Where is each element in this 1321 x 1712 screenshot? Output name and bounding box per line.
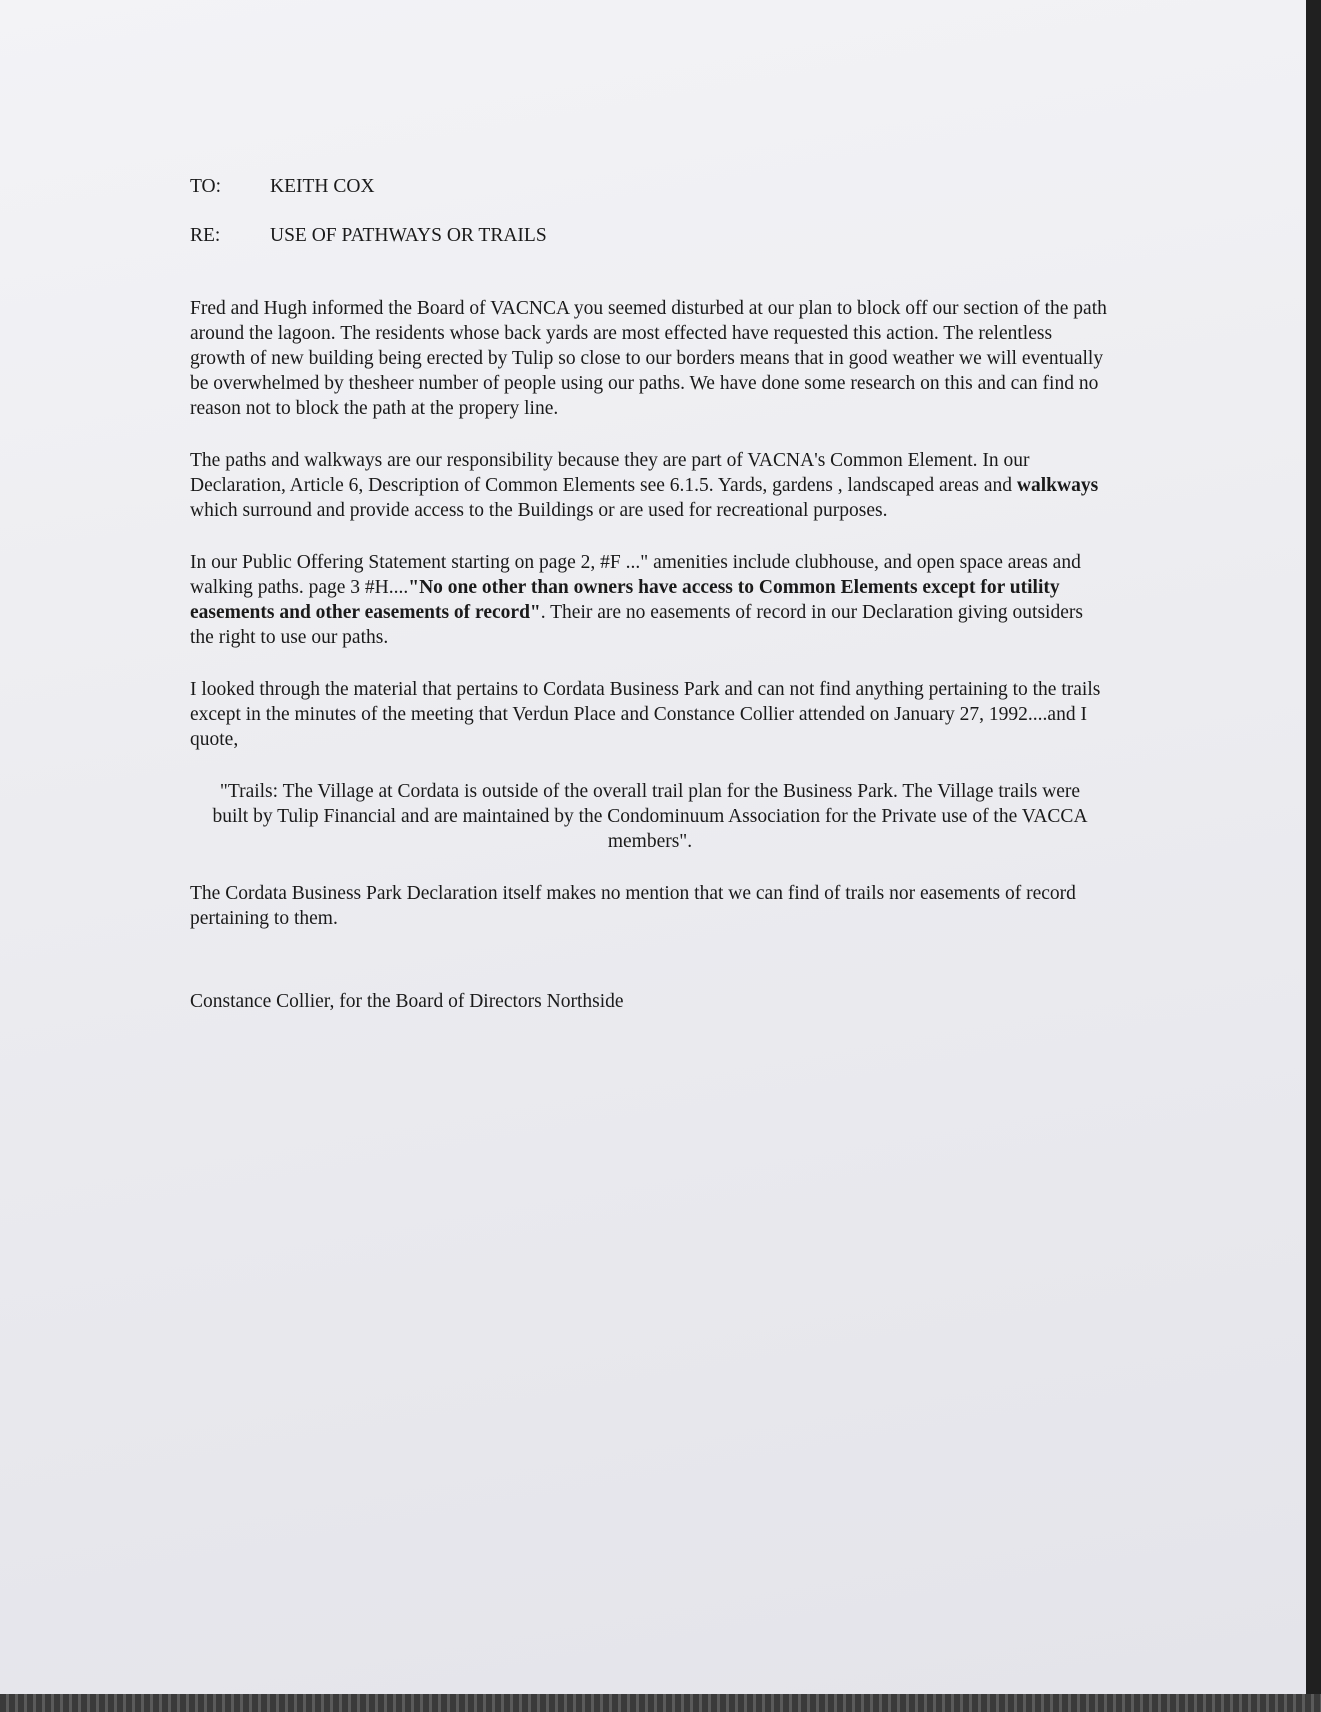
- page-edge-right: [1306, 0, 1321, 1712]
- paragraph-2: [190, 448, 1110, 523]
- paragraph-3: [190, 550, 1110, 650]
- to-label: TO:: [190, 176, 222, 197]
- paragraph-4: I looked through the material that pertains to Cordata Business Park and can not find anything pertaining to the trails except in the minutes of the meeting that Verdun Place and Constance Collier attended on January 27, 1992....and I quote,: [190, 679, 1101, 750]
- paragraph-1: Fred and Hugh informed the Board of VACNCA you seemed disturbed at our plan to block off our section of the path around the lagoon. The residents whose back yards are most effected have requested this action. The relentless growth of new building being erected by Tulip so close to our borders means that in good weather we will eventually be overwhelmed by thesheer number of people using our paths. We have done some research on this and can find no reason not to block the path at the propery line.: [190, 298, 1107, 419]
- re-subject: USE OF PATHWAYS OR TRAILS: [270, 225, 547, 246]
- signature-line: Constance Collier, for the Board of Directors Northside: [190, 991, 624, 1012]
- paragraph-2-text-a: The paths and walkways are our responsibility because they are part of VACNA's Common Element. In our Declaration, Article 6, Description of Common Elements see 6.1.5. Yards, gardens , landscaped areas and: [190, 450, 1030, 496]
- paragraph-2-bold: walkways: [1016, 475, 1099, 496]
- paragraph-3-text-b: . Their are no easements of record in our Declaration giving outsiders the right to use our paths.: [190, 602, 1083, 648]
- paragraph-2-text-b: which surround and provide access to the Buildings or are used for recreational purposes.: [190, 500, 888, 521]
- page-edge-bottom: [0, 1694, 1321, 1712]
- paragraph-5: The Cordata Business Park Declaration itself makes no mention that we can find of trails nor easements of record pertaining to them.: [190, 883, 1076, 929]
- to-recipient: KEITH COX: [270, 176, 375, 197]
- re-line: [190, 223, 1110, 248]
- to-line: [190, 174, 1110, 199]
- paragraph-3-text-a: In our Public Offering Statement starting on page 2, #F ..." amenities include clubhouse, and open space areas and walking paths. page 3 #H....: [190, 552, 1081, 598]
- re-label: RE:: [190, 225, 221, 246]
- quoted-minutes: "Trails: The Village at Cordata is outside of the overall trail plan for the Business Park. The Village trails were built by Tulip Financial and are maintained by the Condominuum Association for the Private use of the VACCA members".: [212, 781, 1088, 852]
- paragraph-3-bold-quote: "No one other than owners have access to Common Elements except for utility easements and other easements of record": [190, 577, 1060, 623]
- memo-body: [190, 174, 1110, 1014]
